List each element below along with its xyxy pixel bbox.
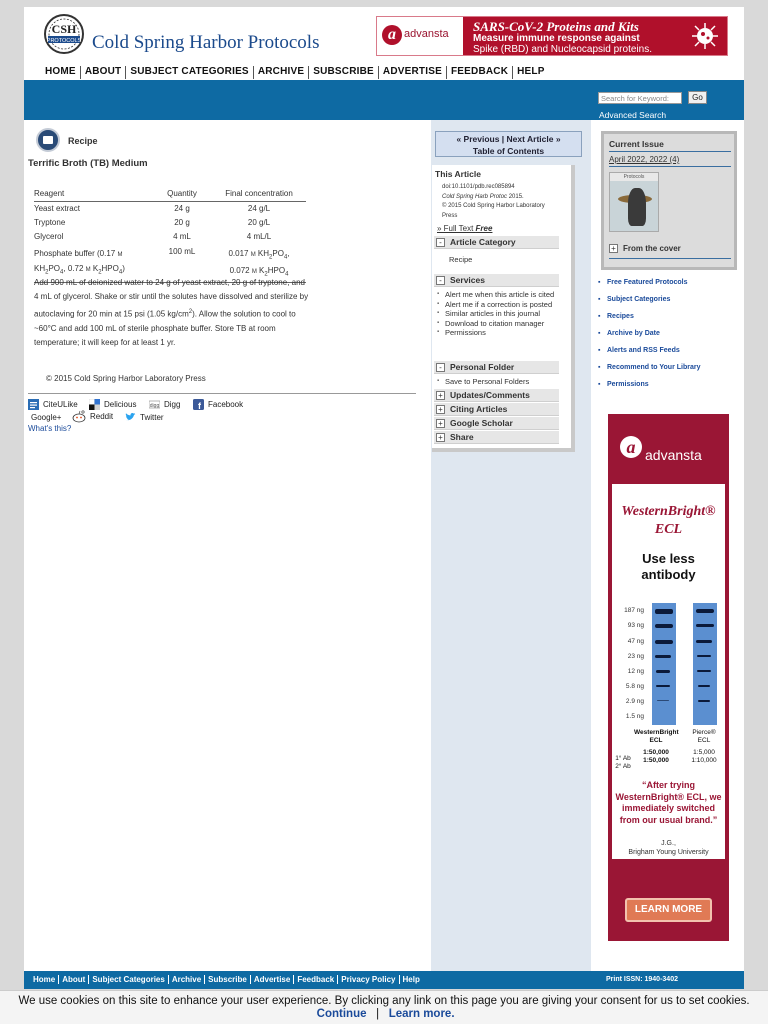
folder-list [437,377,555,387]
next-article-link[interactable]: Next Article » [506,134,561,144]
share-delicious[interactable]: Delicious [89,399,136,410]
blot-lane-2 [693,603,717,725]
ad-product-suffix: ECL [654,522,683,537]
nav-help[interactable]: HELP [512,66,548,79]
this-article-heading: This Article [435,169,481,179]
list-item[interactable]: ▪ Download to citation manager [437,319,555,329]
search-go-button[interactable]: Go [688,91,707,104]
personal-folder-toggle[interactable]: - Personal Folder [434,361,559,374]
citation-box [442,183,558,221]
article-type-label: Recipe [68,136,98,146]
footer-link-feedback[interactable]: Feedback [293,975,337,984]
link-subject-categories[interactable]: ▪ Subject Categories [598,296,670,303]
issue-cover-image[interactable] [609,172,659,232]
ad-tagline: Use less antibody [641,551,696,582]
citation-copyright: © 2015 Cold Spring Harbor Laboratory Press [442,203,545,219]
share-facebook[interactable]: f Facebook [193,399,243,410]
footer-link-privacy[interactable]: Privacy Policy [337,975,398,984]
ad-product-name: WesternBright® [621,504,716,519]
current-issue-link[interactable]: April 2022, 2022 (4) [609,155,680,164]
link-recommend-library[interactable]: ▪ Recommend to Your Library [598,364,700,371]
ad-brand-text: advansta [645,447,702,463]
nav-subject-categories[interactable]: SUBJECT CATEGORIES [125,66,252,79]
search-input[interactable] [598,92,682,104]
previous-article-link[interactable]: « Previous [456,134,500,144]
twitter-icon [125,412,136,423]
ad-subline-2: Spike (RBD) and Nucleocapsid proteins. [473,44,652,55]
cell-reagent: Glycerol [34,232,64,241]
share-googleplus[interactable]: Google+ [31,413,62,422]
blot-label: 47 ng [627,638,644,645]
ad-testimonial: “After trying WesternBright® ECL, we immediately switched from our usual brand.” [615,780,722,825]
cookie-continue-link[interactable]: Continue [316,1008,367,1020]
cookie-message: We use cookies on this site to enhance your user experience. By clicking any link on this page you are giving your consent for us to set cookies. [18,995,750,1007]
digg-icon [149,399,160,410]
journal-name: Cold Spring Harb Protoc [442,193,508,200]
cell-quantity: 24 g [174,203,190,213]
article-title: Terrific Broth (TB) Medium [28,158,148,169]
link-archive-by-date[interactable]: ▪ Archive by Date [598,330,660,337]
cookie-separator: | [376,1008,380,1020]
ad-headline: SARS-CoV-2 Proteins and Kits [473,19,639,34]
footer-link-subscribe[interactable]: Subscribe [204,975,250,984]
divider [609,258,731,259]
list-item[interactable]: ▪ Save to Personal Folders [437,377,555,387]
footer-link-about[interactable]: About [58,975,88,984]
nav-about[interactable]: ABOUT [80,66,126,79]
citing-articles-toggle[interactable]: + Citing Articles [434,403,559,416]
blot-label: 23 ng [627,653,644,660]
blot-label: 93 ng [627,622,644,629]
col-quantity: Quantity [152,189,212,201]
link-alerts-rss[interactable]: ▪ Alerts and RSS Feeds [598,347,680,354]
google-scholar-toggle[interactable]: + Google Scholar [434,417,559,430]
col-reagent: Reagent [34,189,152,201]
virus-icon [691,22,719,50]
recipe-table [34,189,306,283]
blot-label: 187 ng [624,607,644,614]
expand-icon: + [436,405,445,414]
this-article-panel [432,165,575,452]
share-toggle[interactable]: + Share [434,431,559,444]
table-row [34,201,306,216]
journal-year: 2015. [507,193,524,200]
blot-label: 1.5 ng [625,713,644,720]
services-list [437,290,555,338]
collapse-icon: - [436,276,445,285]
link-free-featured-protocols[interactable]: ▪ Free Featured Protocols [598,279,688,286]
cell-reagent: Phosphate buffer (0.17 M $KH_2PO_4$, 0.72 M $K_2HPO_4$) [34,245,152,283]
cell-final: 0.017 M $KH_2PO_4$, 0.072 M $K_2HPO_4$ [212,245,306,283]
svg-text:PROTOCOLS: PROTOCOLS [46,38,82,44]
cell-quantity: 4 mL [173,232,191,241]
western-blot-image [616,601,721,726]
divider [609,151,731,152]
expand-icon: + [609,244,618,253]
list-item[interactable]: ▪ Permissions [437,328,555,338]
blot-label: 5.8 ng [625,683,644,690]
citeulike-icon [28,399,39,410]
footer-link-help[interactable]: Help [399,975,423,984]
westernbright-column: WesternBright ECL 1:50,000 1:50,000 [634,729,679,764]
full-text-link[interactable]: » Full Text Free [437,224,493,233]
article-copyright: © 2015 Cold Spring Harbor Laboratory Press [46,374,206,383]
free-badge: Free [475,224,493,233]
ad-brand-text: advansta [404,28,449,40]
expand-icon: + [436,391,445,400]
expand-icon: + [436,433,445,442]
learn-more-button[interactable]: LEARN MORE [625,898,712,922]
table-of-contents-link[interactable]: Table of Contents [472,146,545,156]
blot-lane-1 [652,603,676,725]
ad-attribution: J.G., Brigham Young University [628,840,709,856]
site-logo[interactable] [42,13,342,59]
ab-labels: 1° Ab 2° Ab [615,755,631,770]
footer-link-subject-categories[interactable]: Subject Categories [88,975,167,984]
main-nav [41,65,549,79]
article-navigation: « Previous | Next Article » Table of Contents [435,131,582,157]
recipe-icon [36,128,60,152]
cover-title: Protocols [610,173,658,181]
col-final: Final concentration [212,189,306,201]
cell-final: 4 mL/L [246,232,272,241]
svg-text:CSH: CSH [51,22,77,36]
cell-reagent: Tryptone [34,217,66,227]
link-permissions[interactable]: ▪ Permissions [598,381,649,388]
cell-quantity: 100 mL [152,245,212,283]
footer-link-home[interactable]: Home [33,975,56,984]
advanced-search-link[interactable]: Advanced Search [599,110,667,120]
list-item[interactable]: ▪ Alert me when this article is cited [437,290,555,300]
services-toggle[interactable]: - Services [434,274,559,287]
cookie-learn-more-link[interactable]: Learn more. [388,1008,455,1020]
footer-link-archive[interactable]: Archive [168,975,204,984]
collapse-icon: - [436,363,445,372]
advansta-logo [377,17,463,55]
footer-nav [30,975,423,984]
share-digg[interactable]: digg Digg [149,400,181,409]
table-row [34,230,306,245]
doi-text: doi:10.1101/pdb.rec085894 [442,184,515,190]
top-banner-ad[interactable] [376,16,728,56]
delicious-icon [89,399,100,410]
share-citeulike[interactable]: CiteULike [28,399,78,410]
expand-icon: + [436,419,445,428]
divider [609,166,731,167]
cell-quantity: 20 g [174,217,190,227]
recipe-instructions: Add 900 mL of deionized water to 24 g of yeast extract, 20 g of tryptone, and 4 mL of glycerol. Shake or stir until the solutes have dissolved and sterilize by autoclaving for 20 min at 15 psi (1.05 $kg/cm^2$). Allow the solution to cool to ~60°C and add 100 mL of sterile phosphate buffer. Store TB at room temperature; it will keep for at least 1 yr. [34,278,309,347]
reddit-icon [72,410,86,423]
collapse-icon: - [436,238,445,247]
blot-label: 12 ng [627,668,644,675]
article-category-toggle[interactable]: - Article Category [434,236,559,249]
nav-advertise[interactable]: ADVERTISE [378,66,446,79]
nav-subscribe[interactable]: SUBSCRIBE [308,66,378,79]
pierce-column: Pierce® ECL 1:5,000 1:10,000 [691,729,717,764]
updates-toggle[interactable]: + Updates/Comments [434,389,559,402]
cell-reagent: Yeast extract [34,203,80,213]
share-reddit[interactable]: Reddit [72,410,113,423]
nav-home[interactable]: HOME [45,66,76,77]
csh-seal-icon [42,13,86,55]
nav-feedback[interactable]: FEEDBACK [446,66,512,79]
ad-panel [612,484,725,859]
print-issn: Print ISSN: 1940-3402 [606,976,678,983]
divider [28,393,416,394]
whats-this-link[interactable]: What's this? [28,424,72,433]
advansta-logo [608,414,729,479]
category-value: Recipe [449,255,473,264]
svg-text:digg: digg [149,403,160,409]
nav-archive[interactable]: ARCHIVE [253,66,308,79]
link-recipes[interactable]: ▪ Recipes [598,313,634,320]
share-twitter[interactable]: Twitter [125,412,164,423]
from-the-cover-toggle[interactable]: + From the cover [609,244,681,253]
blot-label: 2.9 ng [625,698,644,705]
cell-final: 24 g/L [247,203,271,213]
list-item[interactable]: ▪ Similar articles in this journal [437,309,555,319]
cookie-consent-bar [0,990,768,1024]
current-issue-heading: Current Issue [609,139,664,149]
footer-bar [24,971,744,989]
advansta-mark-icon: a [382,25,402,45]
page-container [24,7,744,989]
advansta-mark-icon: a [620,436,642,458]
facebook-icon [193,399,204,410]
table-row [34,216,306,231]
list-item[interactable]: ▪ Alert me if a correction is posted [437,300,555,310]
ad-subline: Measure immune response against [473,33,640,44]
side-banner-ad[interactable] [608,414,729,941]
cell-final: 20 g/L [247,217,271,227]
site-name: Cold Spring Harbor Protocols [92,32,320,53]
footer-link-advertise[interactable]: Advertise [250,975,293,984]
current-issue-panel [601,131,737,270]
svg-text:f: f [198,401,201,410]
